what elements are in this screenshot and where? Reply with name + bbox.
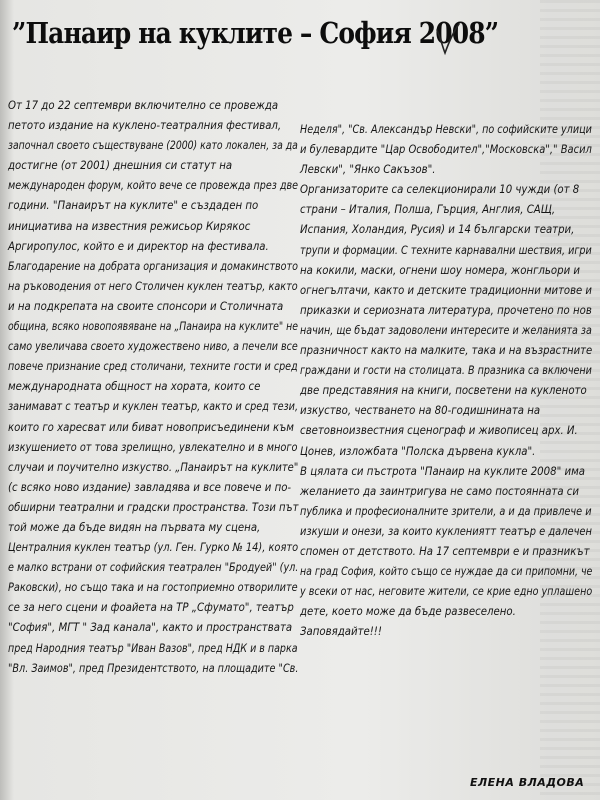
text-line: международната общност на хората, които се [8, 380, 261, 394]
text-line: спомен от детството. На 17 септември е и празникът [300, 544, 590, 558]
text-line: дете, което може да бъде развеселено. [300, 605, 516, 619]
text-line: международен форум, който вече се провежда през две [8, 179, 299, 193]
text-line: той може да бъде видян на първата му сцена, [8, 520, 261, 534]
text-line: обширни театрални и градски пространства. Този път [8, 500, 299, 514]
text-line: От 17 до 22 септември включително се провежда [8, 99, 279, 112]
text-line: В цялата си пъстрота "Панаир на куклите 2008" има [300, 464, 585, 478]
text-line: които го харесват или биват новоприсъединени към [8, 420, 294, 434]
text-line: граждани и гости на столицата. В празника са включени [300, 364, 592, 378]
text-line: две представяния на книги, посветени на кукленото [300, 384, 587, 398]
text-line: празничност както на малките, така и на възрастните [300, 344, 593, 358]
text-line: и на подкрепата на своите спонсори и Столичната [8, 299, 284, 313]
text-line: повече признание сред столичани, техните гости и сред [8, 360, 298, 374]
text-line: петото издание на куклено-театралния фестивал, [8, 119, 282, 133]
text-line: случаи и поучително изкуство. „Панаирът на куклите" [8, 460, 299, 474]
text-line: изкуство, честването на 80-годишнината на [300, 404, 541, 418]
text-line: и булевардите "Цар Освободител","Московска"," Васил [300, 143, 592, 157]
text-line: Централния куклен театър (ул. Ген. Гурко № 14), която [8, 541, 299, 555]
text-line: на град София, който също се нуждае да си припомни, че [300, 565, 593, 579]
author-signature: ЕЛЕНА ВЛАДОВА [470, 776, 585, 789]
text-line: години. "Панаирът на куклите" е създаден по [8, 199, 259, 213]
text-line: желанието да заинтригува не само постоянната си [300, 484, 579, 498]
text-line: Раковски), но също така и на гостоприемно отворилите [8, 581, 298, 595]
text-line: (с всяко ново издание) завладява и все повече и по- [8, 480, 292, 494]
text-line: "София", МГТ " Зад канала", както и пространствата [8, 621, 293, 635]
text-line: занимават с театър и куклен театър, както и сред тези, [8, 400, 299, 414]
text-line: публика и професионалните зрители, а и да привлече и [300, 504, 592, 518]
text-line: страни – Италия, Полша, Гърция, Англия, САЩ, [300, 203, 556, 217]
text-line: световноизвестния сценограф и живописец арх. И. [300, 424, 578, 438]
text-line: Благодарение на добрата организация и домакинството [8, 259, 298, 273]
text-line: се за него сцени и фоайета на ТР „Сфумато", театър [8, 601, 294, 615]
text-line: започнал своето съществуване (2000) като локален, за да [8, 139, 298, 153]
text-line: на кокили, маски, огнени шоу номера, жонгльори и [300, 263, 580, 277]
text-line: е малко встрани от софийския театрален "Бродуей" (ул. [8, 561, 299, 575]
text-line: начин, ще бъдат задоволени интересите и желанията за [300, 323, 592, 337]
text-line: пред Народния театър "Иван Вазов", пред НДК и в парка [8, 641, 298, 655]
text-line: община, всяко новопоявяване на „Панаира на куклите" не [8, 320, 298, 334]
text-line: на ръководения от него Столичен куклен театър, както [8, 279, 298, 293]
text-line: приказки и сериозната литература, прочетено по нов [300, 303, 592, 317]
article-column-right [300, 120, 592, 642]
text-line: достигне (от 2001) днешния си статут на [8, 159, 233, 173]
text-line: трупи и формации. С техните карнавални шествия, игри [300, 243, 592, 257]
text-line: у всеки от нас, неговите жители, се крие едно уплашено [300, 585, 593, 599]
headline: ”Панаир на куклите – София 2008” [12, 16, 499, 50]
text-line: изкуши и онези, за които куклениятт театър е далечен [300, 524, 592, 538]
text-line: огнегълтачи, както и детските традиционни митове и [300, 283, 592, 297]
text-line: инициатива на известния режисьор Кирякос [8, 219, 251, 233]
text-line: Цонев, изложбата "Полска дървена кукла". [300, 444, 536, 458]
text-line: Испания, Холандия, Русия) и 14 български театри, [300, 223, 575, 237]
text-line: "Вл. Заимов", пред Президентството, на площадите "Св. [8, 661, 299, 675]
text-line: Неделя", "Св. Александър Невски", по софийските улици [300, 123, 592, 136]
article-column-left [8, 96, 298, 679]
text-line: Левски", "Янко Сакъзов". [300, 163, 436, 177]
text-line: Заповядайте!!! [300, 625, 382, 639]
check-mark-icon [435, 22, 461, 56]
text-line: Аргиропулос, който е и директор на фестивала. [8, 239, 269, 253]
text-line: изкушението от това зрелищно, увлекателно и в много [8, 440, 298, 454]
text-line: Организаторите са селекционирали 10 чужди (от 8 [300, 183, 580, 197]
text-line: само увеличава своето художествено ниво, а печели все [8, 340, 298, 354]
